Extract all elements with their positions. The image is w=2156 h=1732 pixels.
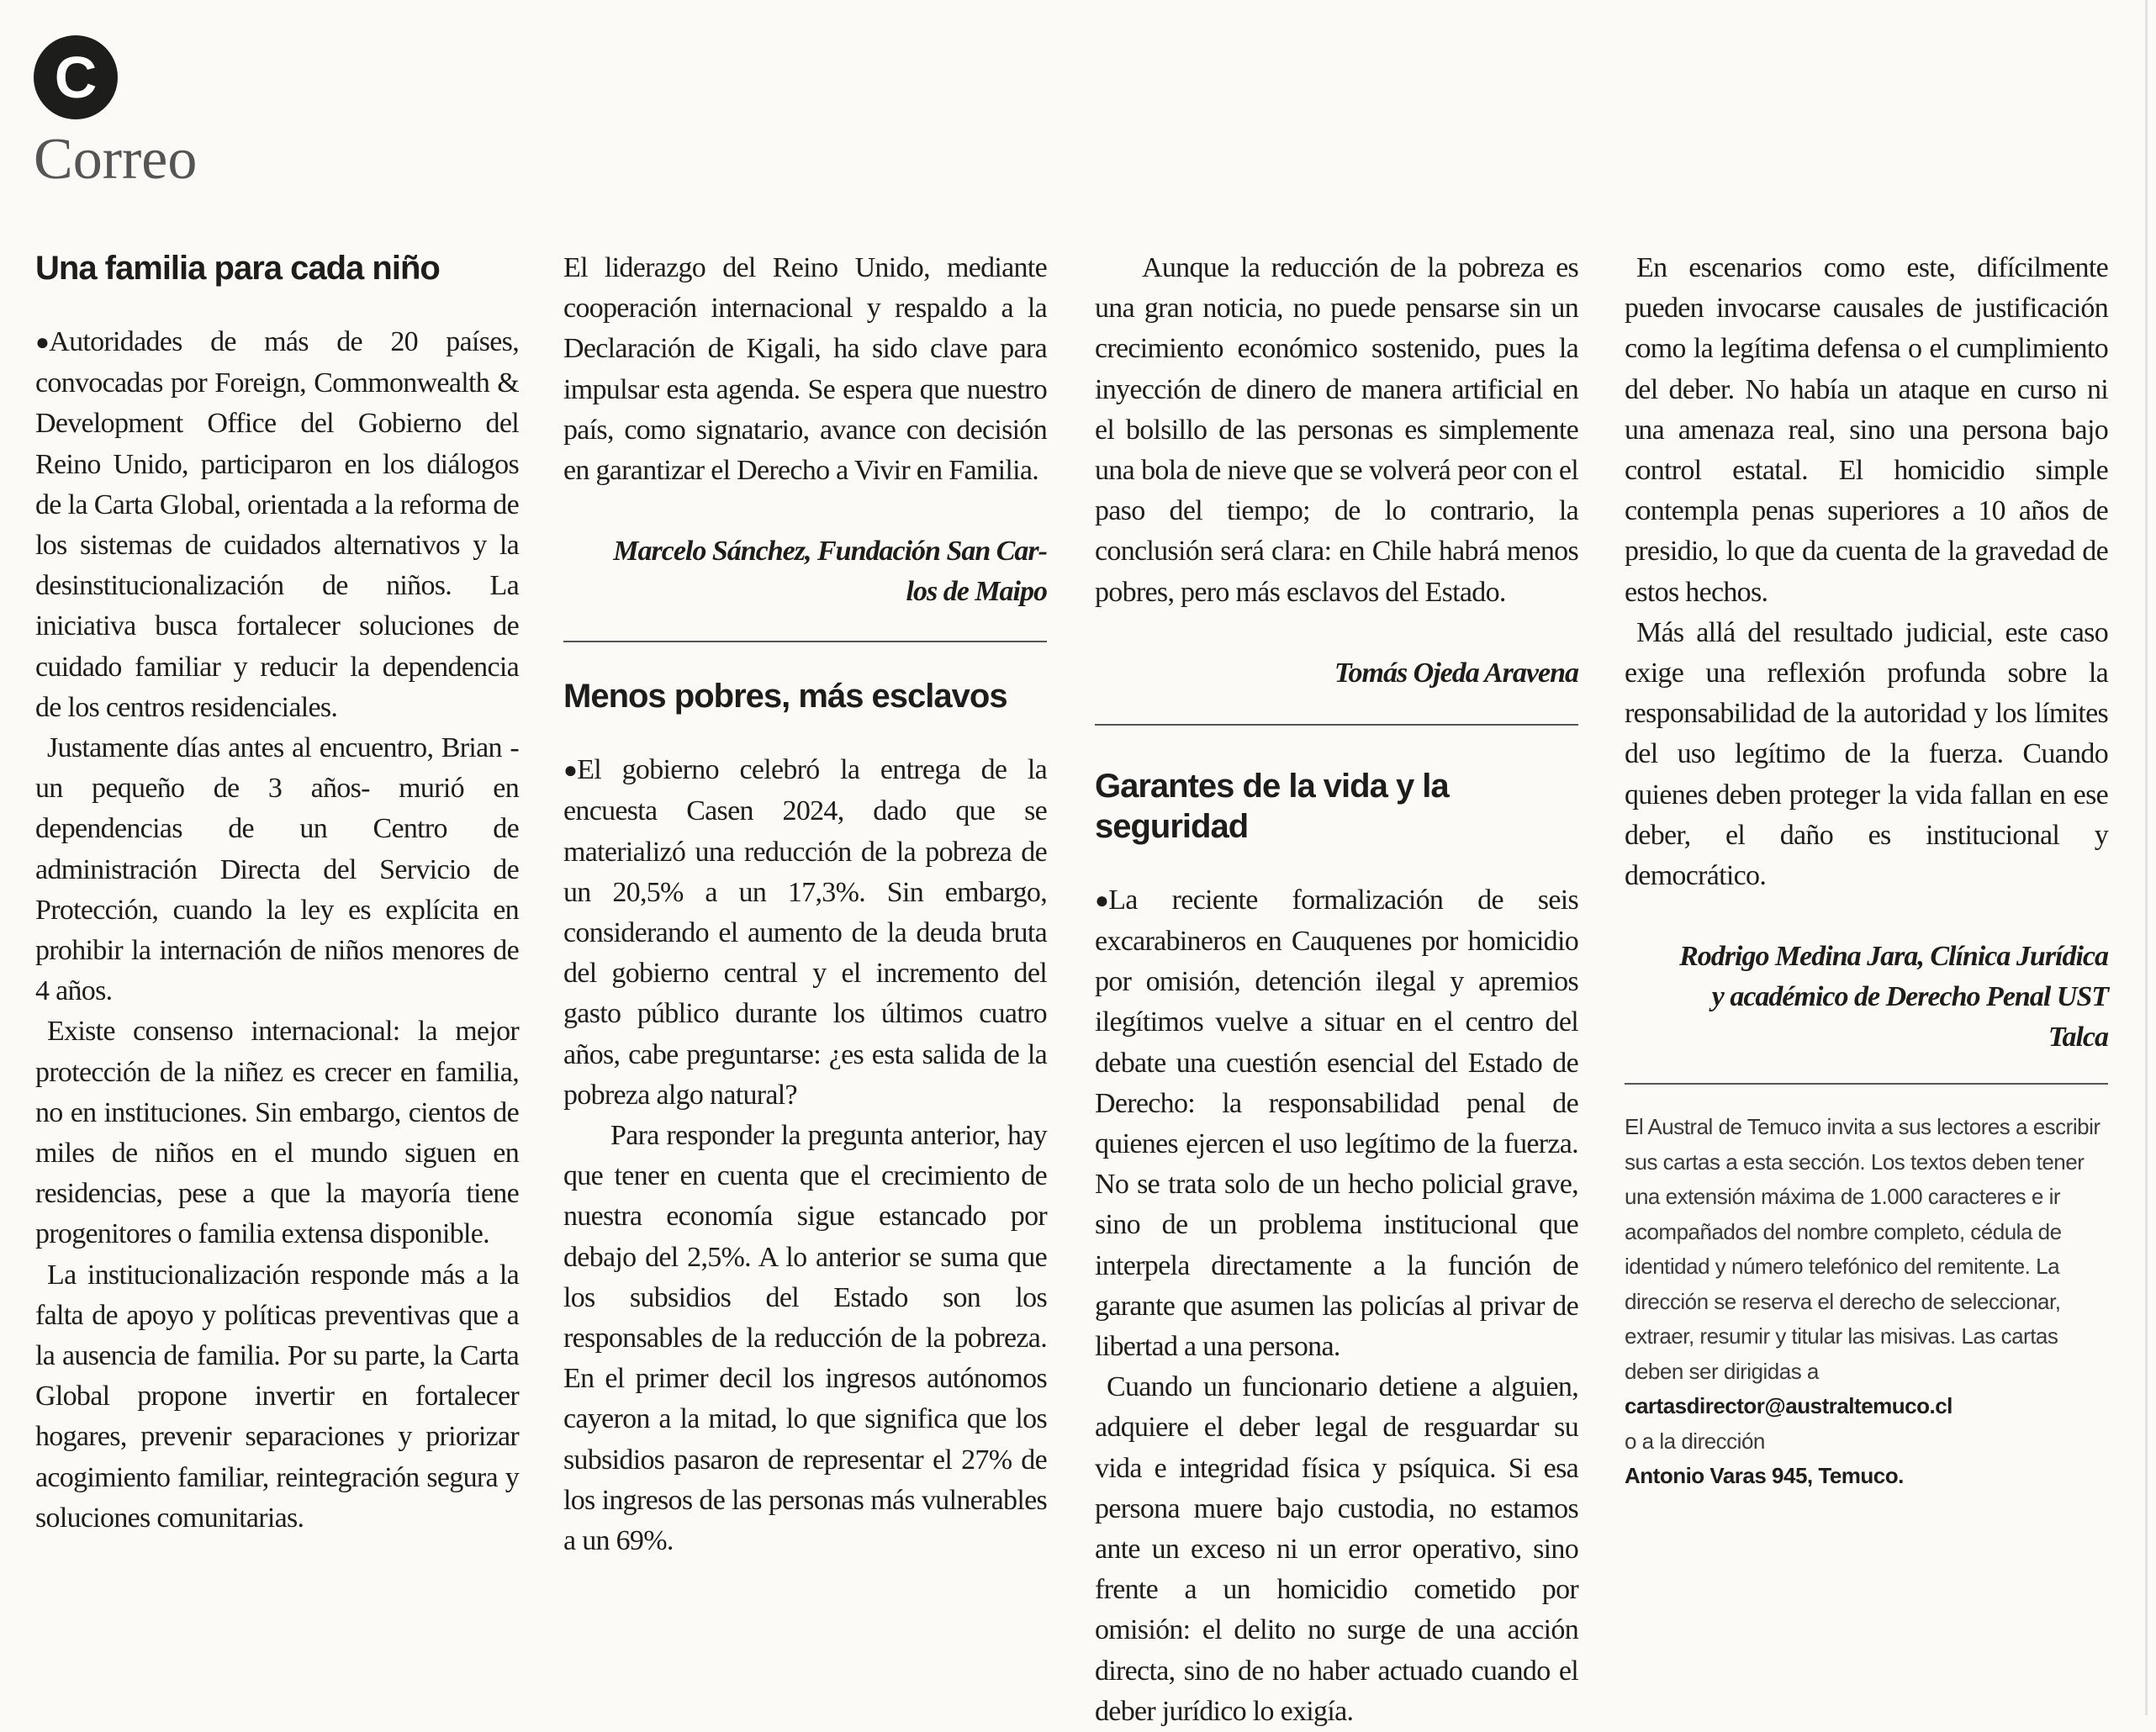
letter-1-paragraph: El liderazgo del Reino Unido, mediante cooperación internacional y respaldo a la Declaración de Kigali, ha sido clave para impulsar esta agenda. Se espera que nuestro país, como signatario, avance con decisión en garantizar el Derecho a Vivir en Familia. xyxy=(563,252,1047,487)
letter-2-signature: Tomás Ojeda Aravena xyxy=(1334,657,1578,689)
section-badge: C xyxy=(34,35,118,119)
letter-2-paragraph: ●El gobierno celebró la entrega de la encuesta Casen 2024, dado que se materializó una reducción de la pobreza de un 20,5% a un 17,3%. Sin embargo, considerando el aumento de la deuda bruta del gobierno central y el incremento del gasto público durante los últimos cuatro años, cabe preguntarse: ¿es esta salida de la pobreza algo natural? xyxy=(563,750,1047,1116)
letter-2-paragraph: Para responder la pregunta anterior, hay que tener en cuenta que el crecimiento de nuestra economía sigue estancado por debajo del 2,5%. A lo anterior se suma que los subsidios del Estado son los responsables de la reducción de la pobreza. En el primer decil los ingresos autónomos cayeron a la mitad, lo que significa que los subsidios pasaron de representar el 27% de los ingresos de las personas más vulnerables a un 69%. xyxy=(563,1120,1047,1557)
section-title: Correo xyxy=(34,127,198,192)
editor-note-text: El Austral de Temuco invita a sus lectores a escribir sus cartas a esta sección. Los textos deben tener una extensión máxima de 1.000 caracteres e ir acompañados del nombre completo, cédula de identidad y número telefónico del remitente. La dirección se reserva el derecho de seleccionar, extraer, resumir y titular las misivas. Las cartas deben ser dirigidas a xyxy=(1625,1114,2101,1384)
letter-3-signature: Rodrigo Medina Jara, Clínica Jurídica y académico de Derecho Penal UST Talca xyxy=(1679,941,2108,1053)
letter-1-title: Una familia para cada niño xyxy=(35,250,440,287)
editor-email: cartasdirector@australtemuco.cl xyxy=(1625,1393,1953,1419)
bullet-icon: ● xyxy=(35,330,50,356)
letter-2-paragraph: Aunque la reducción de la pobreza es una gran noticia, no puede pensarse sin un crecimiento económico sostenido, pues la inyección de dinero de manera artificial en el bolsillo de las personas es simplemente una bola de nieve que se volverá peor con el paso del tiempo; de lo contrario, la conclusión será clara: en Chile habrá menos pobres, pero más esclavos del Estado. xyxy=(1095,252,1578,608)
column-3 xyxy=(1095,248,1578,1732)
editor-note xyxy=(1625,1110,2108,1494)
letter-1-paragraph: ●Autoridades de más de 20 países, convocadas por Foreign, Commonwealth & Development Office del Gobierno del Reino Unido, participaron en los diálogos de la Carta Global, orientada a la reforma de los sistemas de cuidados alternativos y la desinstitucionalización de niños. La iniciativa busca fortalecer soluciones de cuidado familiar y reducir la dependencia de los centros residenciales. xyxy=(35,322,519,728)
letter-1-paragraph: Justamente días antes al encuentro, Brian -un pequeño de 3 años- murió en dependencias de un Centro de administración Directa del Servicio de Protección, cuando la ley es explícita en prohibir la internación de niños menores de 4 años. xyxy=(35,732,519,1007)
letter-3-title: Garantes de la vida y la seguridad xyxy=(1095,767,1449,845)
letter-3-paragraph: Cuando un funcionario detiene a alguien, adquiere el deber legal de resguardar su vida e integridad física y psíquica. Si esa persona muere bajo custodia, no estamos ante un exceso ni un error operativo, sino frente a un homicidio cometido por omisión: el delito no surge de una acción directa, sino de no haber actuado cuando el deber jurídico lo exigía. xyxy=(1095,1371,1578,1727)
letter-1-paragraph: Existe consenso internacional: la mejor protección de la niñez es crecer en familia, no en instituciones. Sin embargo, cientos de miles de niños en el mundo siguen en residencias, pese a que la mayoría tiene progenitores o familia extensa disponible. xyxy=(35,1016,519,1250)
column-4 xyxy=(1625,248,2108,1494)
editor-address: Antonio Varas 945, Temuco. xyxy=(1625,1463,1904,1489)
letter-2-title: Menos pobres, más esclavos xyxy=(563,678,1007,716)
letter-1-paragraph: La institucionalización responde más a la falta de apoyo y políticas preventivas que a la ausencia de familia. Por su parte, la Carta Global propone invertir en fortalecer hogares, prevenir separaciones y priorizar acogimiento familiar, reintegración segura y soluciones comunitarias. xyxy=(35,1259,519,1534)
letter-3-paragraph: Más allá del resultado judicial, este caso exige una reflexión profunda sobre la responsabilidad de la autoridad y los límites del uso legítimo de la fuerza. Cuando quienes deben proteger la vida fallan en ese deber, el daño es institucional y democrático. xyxy=(1625,616,2108,892)
letter-3-paragraph: ●La reciente formalización de seis excarabineros en Cauquenes por homicidio por omisión, detención ilegal y apremios ilegítimos vuelve a situar en el centro del debate una cuestión esencial del Estado de Derecho: la responsabilidad penal de quienes ejercen el uso legítimo de la fuerza. No se trata solo de un hecho policial grave, sino de un problema institucional que interpela directamente a la función de garante que asumen las policías al privar de libertad a una persona. xyxy=(1095,880,1578,1367)
bullet-icon: ● xyxy=(563,758,578,784)
column-1 xyxy=(35,248,519,1539)
page-edge xyxy=(2145,0,2148,1715)
editor-or-text: o a la dirección xyxy=(1625,1428,1765,1454)
letter-3-paragraph: En escenarios como este, difícilmente pueden invocarse causales de justificación como la legítima defensa o el cumplimiento del deber. No había un ataque en curso ni una amenaza real, sino una persona bajo control estatal. El homicidio simple contempla penas superiores a 10 años de presidio, lo que da cuenta de la gravedad de estos hechos. xyxy=(1625,252,2108,608)
letter-1-signature: Marcelo Sánchez, Fundación San Car- los de Maipo xyxy=(613,536,1047,608)
bullet-icon: ● xyxy=(1095,887,1109,914)
column-2 xyxy=(563,248,1047,1561)
